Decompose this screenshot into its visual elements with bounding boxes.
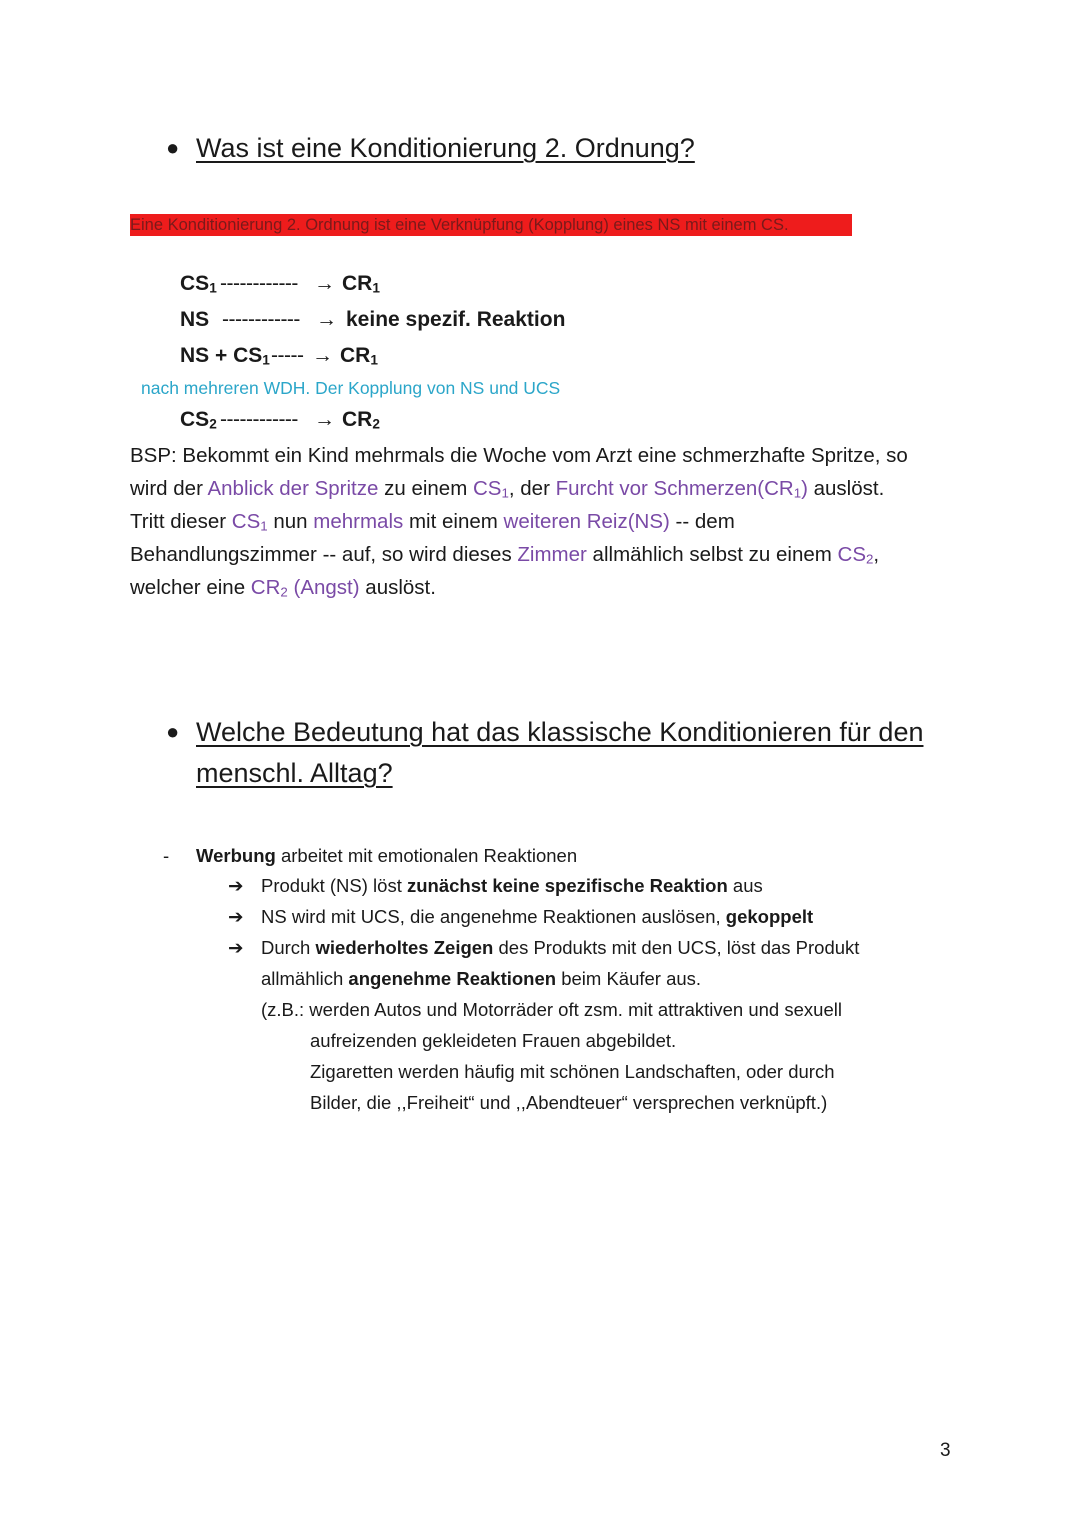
arrow-icon: → [314,408,335,431]
example-note-line: (z.B.: werden Autos und Motorräder oft zsm. mit attraktiven und sexuell [261,999,842,1020]
section-heading-everyday-relevance [166,712,926,794]
example-line: BSP: Bekommt ein Kind mehrmals die Woche vom Arzt eine schmerzhafte Spritze, so [130,444,908,467]
example-note-line: aufreizenden gekleideten Frauen abgebildet. [310,1030,677,1051]
sub-list [228,870,948,1118]
arrow-icon: → [314,272,335,295]
example-note-line: Bilder, die ,,Freiheit“ und ,,Abendteuer“ versprechen verknüpft.) [310,1092,828,1113]
arrow-icon: → [312,344,333,367]
heading-text-line-2: menschl. Alltag? [196,758,393,788]
list-item: ➔ Produkt (NS) löst zunächst keine spezifische Reaktion aus [228,870,948,901]
example-paragraph [130,439,908,604]
example-line: wird der Anblick der Spritze zu einem $CS_1$, der Furcht vor $Schmerzen(CR_1)$ auslöst. [130,477,885,501]
example-line: welcher eine $CR_2$ (Angst) auslöst. [130,576,436,600]
page-number: 3 [940,1440,951,1461]
heading-text: Was ist eine Konditionierung 2. Ordnung? [196,133,695,163]
scheme-note: nach mehreren WDH. Der Kopplung von NS und UCS [141,378,561,398]
list-item-continuation: allmählich angenehme Reaktionen beim Käufer aus. [261,968,702,989]
list-item-werbung: Werbung arbeitet mit emotionalen Reaktionen [196,845,578,866]
definition-highlight: Eine Konditionierung 2. Ordnung ist eine Verknüpfung (Kopplung) eines NS mit einem CS. [130,214,852,236]
section-heading-second-order [166,128,866,168]
arrow-bullet-icon: ➔ [228,875,244,896]
list-item: ➔ NS wird mit UCS, die angenehme Reaktionen auslösen, gekoppelt [228,901,948,932]
list-item: ➔ Durch wiederholtes Zeigen des Produkts mit den UCS, löst das Produkt [228,932,948,963]
example-line: Behandlungszimmer -- auf, so wird dieses Zimmer allmählich selbst zu einem $CS_2$, [130,543,880,567]
arrow-bullet-icon: ➔ [228,906,244,927]
example-note-line: Zigaretten werden häufig mit schönen Landschaften, oder durch [310,1061,835,1082]
example-line: Tritt dieser $CS_1$ nun mehrmals mit einem weiteren Reiz(NS) -- dem [130,510,735,534]
bullet-icon: ● [166,135,180,160]
heading-text-line-1: Welche Bedeutung hat das klassische Konditionieren für den [196,717,924,747]
arrow-icon: → [316,308,337,331]
arrow-bullet-icon: ➔ [228,937,244,958]
list-dash: - [163,845,170,866]
bullet-icon: ● [166,719,180,744]
